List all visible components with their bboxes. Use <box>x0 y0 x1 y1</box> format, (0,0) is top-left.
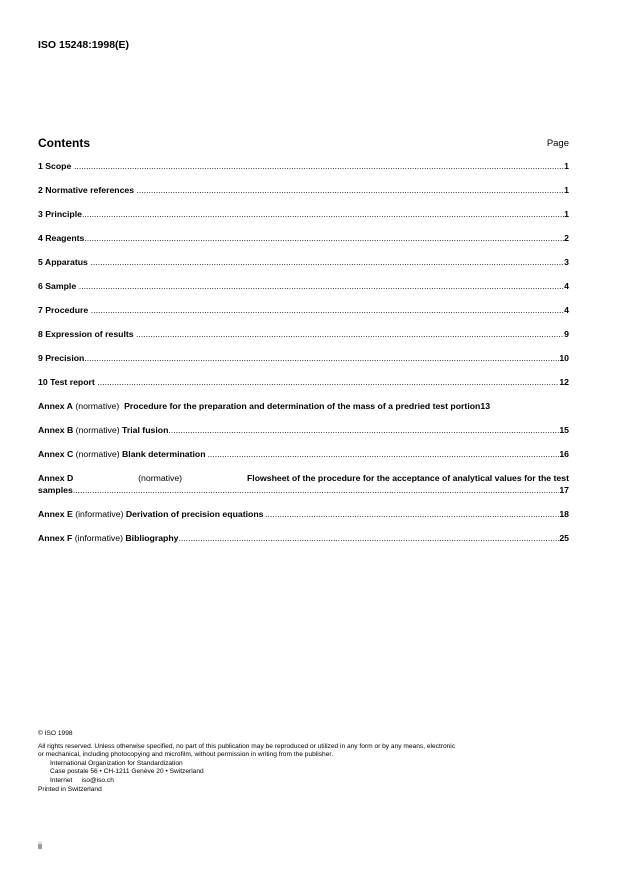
toc-entry-title: 10 Test report <box>38 377 95 387</box>
toc-annex-e[interactable] <box>38 508 569 520</box>
toc-leader-dots <box>90 256 564 268</box>
toc-entry-page: 1 <box>564 161 569 171</box>
internet-label: Internet <box>50 776 73 784</box>
toc-leader-dots <box>79 280 564 292</box>
toc-entry-10[interactable] <box>38 376 569 388</box>
toc-entry-title: 3 Principle <box>38 209 82 219</box>
toc-entry-page: 18 <box>559 509 569 519</box>
annex-label: Annex B <box>38 425 74 435</box>
toc-annex-a[interactable] <box>38 400 569 412</box>
toc-entry-6[interactable] <box>38 280 569 292</box>
toc-entry-title: 6 Sample <box>38 281 77 291</box>
contents-heading: Contents <box>38 136 90 150</box>
toc-entry-page: 4 <box>564 305 569 315</box>
annex-title: Derivation of precision equations <box>125 509 264 519</box>
toc-leader-dots <box>265 508 559 520</box>
toc-annex-c[interactable] <box>38 448 569 460</box>
printed-in: Printed in Switzerland <box>38 785 102 793</box>
annex-title: Flowsheet of the procedure for the acceptance of analytical values for the test <box>246 473 569 483</box>
annex-type: (normative) <box>75 449 120 459</box>
toc-entry-3[interactable] <box>38 208 569 220</box>
copyright-line: © ISO 1998 <box>38 730 73 737</box>
annex-label: Annex A <box>38 401 73 411</box>
toc-annex-b[interactable] <box>38 424 569 436</box>
document-id: ISO 15248:1998(E) <box>38 39 130 51</box>
annex-title-continued: samples <box>38 485 73 495</box>
toc-leader-dots <box>74 160 564 172</box>
annex-label: Annex F <box>38 533 73 543</box>
toc-entry-title: 7 Procedure <box>38 305 89 315</box>
rights-statement-line-2: or mechanical, including photocopying and microfilm, without permission in writing from the publisher. <box>38 751 334 759</box>
annex-label: Annex E <box>38 509 73 519</box>
toc-annex-f[interactable] <box>38 532 569 544</box>
toc-entry-page: 10 <box>559 353 569 363</box>
annex-type: (normative) <box>75 401 120 411</box>
page-column-label: Page <box>546 138 569 149</box>
toc-leader-dots <box>84 352 559 364</box>
toc-leader-dots <box>82 208 564 220</box>
toc-entry-page: 1 <box>564 185 569 195</box>
annex-type: (informative) <box>75 509 124 519</box>
toc-entry-7[interactable] <box>38 304 569 316</box>
toc-entry-page: 3 <box>564 257 569 267</box>
toc-leader-dots <box>91 304 564 316</box>
toc-annex-d[interactable] <box>38 472 569 496</box>
toc-entry-page: 15 <box>559 425 569 435</box>
table-of-contents <box>38 160 569 556</box>
toc-entry-title: 5 Apparatus <box>38 257 88 267</box>
annex-type: (informative) <box>74 533 123 543</box>
toc-entry-page: 9 <box>564 329 569 339</box>
toc-entry-title: 2 Normative references <box>38 185 135 195</box>
toc-entry-1[interactable] <box>38 160 569 172</box>
toc-entry-page: 13 <box>480 401 491 411</box>
annex-type: (normative) <box>75 425 120 435</box>
toc-entry-page: 4 <box>564 281 569 291</box>
toc-entry-title: 4 Reagents <box>38 233 85 243</box>
toc-entry-2[interactable] <box>38 184 569 196</box>
toc-leader-dots <box>136 184 564 196</box>
toc-leader-dots <box>136 328 564 340</box>
toc-entry-page: 1 <box>564 209 569 219</box>
annex-title: Bibliography <box>125 533 179 543</box>
toc-entry-4[interactable] <box>38 232 569 244</box>
annex-title: Procedure for the preparation and determination of the mass of a predried test portion <box>124 401 481 411</box>
toc-entry-8[interactable] <box>38 328 569 340</box>
copyright-footer <box>38 730 578 794</box>
toc-leader-dots <box>179 532 560 544</box>
toc-entry-title: 8 Expression of results <box>38 329 134 339</box>
toc-entry-page: 25 <box>559 533 569 543</box>
rights-statement-line-1: All rights reserved. Unless otherwise specified, no part of this publication may be reproduced or utilized in any form or by any means, electronic <box>38 742 456 750</box>
page-number: ii <box>38 841 42 851</box>
toc-entry-5[interactable] <box>38 256 569 268</box>
toc-leader-dots <box>97 376 559 388</box>
toc-entry-page: 12 <box>559 377 569 387</box>
organization-internet <box>38 777 578 786</box>
annex-label: Annex D <box>38 473 74 483</box>
toc-leader-dots <box>207 448 559 460</box>
annex-type: (normative) <box>138 473 183 483</box>
toc-leader-dots <box>168 424 559 436</box>
annex-title: Blank determination <box>122 449 206 459</box>
toc-leader-dots <box>84 232 564 244</box>
internet-email[interactable]: iso@iso.ch <box>81 776 114 784</box>
toc-entry-9[interactable] <box>38 352 569 364</box>
annex-title: Trial fusion <box>122 425 169 435</box>
organization-name: International Organization for Standardization <box>50 759 183 767</box>
toc-entry-page: 17 <box>559 485 569 495</box>
annex-label: Annex C <box>38 449 74 459</box>
toc-entry-page: 16 <box>559 449 569 459</box>
organization-address: Case postale 56 • CH-1211 Genève 20 • Switzerland <box>50 768 204 776</box>
toc-entry-title: 1 Scope <box>38 161 72 171</box>
toc-leader-dots <box>73 484 560 496</box>
toc-entry-page: 2 <box>564 233 569 243</box>
toc-entry-title: 9 Precision <box>38 353 85 363</box>
